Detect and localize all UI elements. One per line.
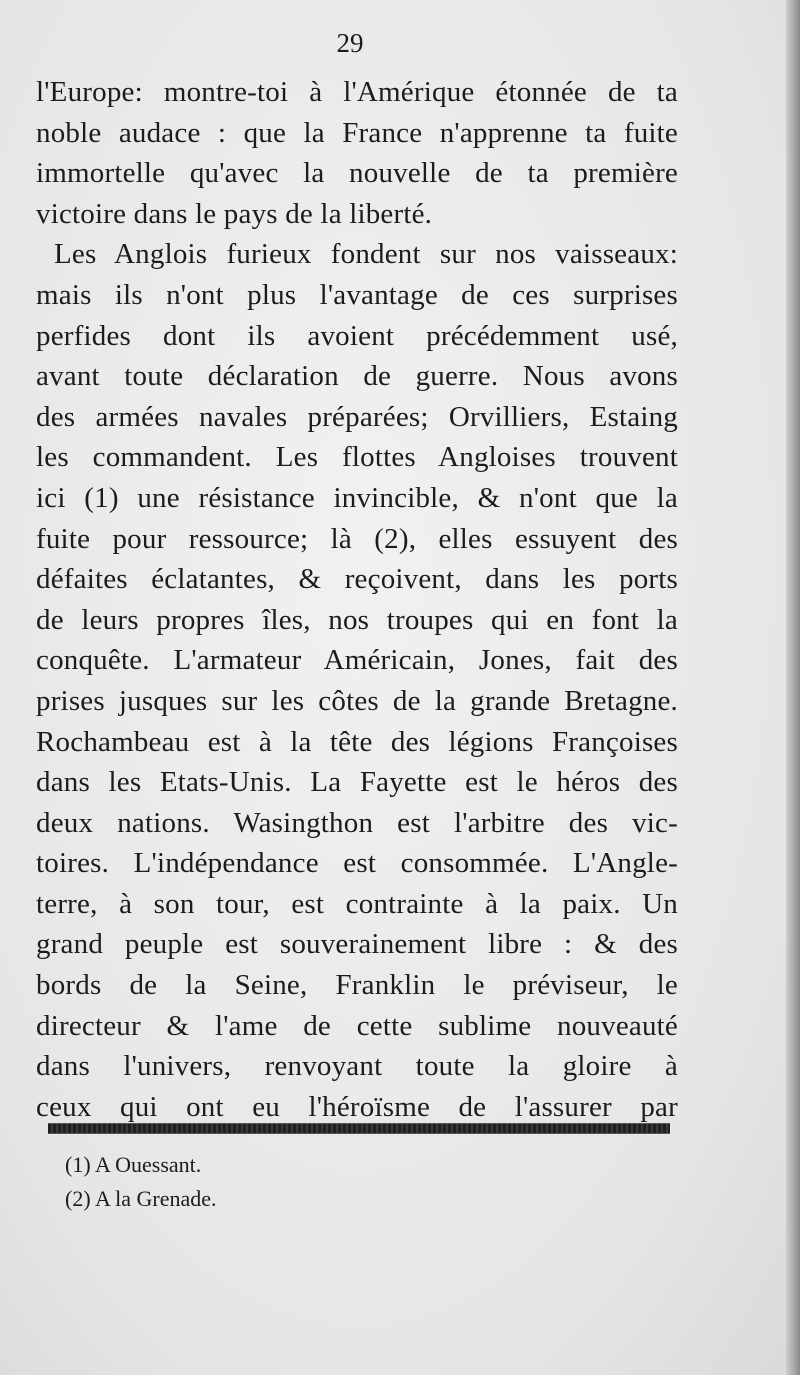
text-line: toires. L'indépendance est consommée. L'Angle- — [36, 847, 678, 880]
text-line: défaites éclatantes, & reçoivent, dans les ports — [36, 563, 678, 596]
text-line: ceux qui ont eu l'héroïsme de l'assurer par — [36, 1090, 678, 1123]
footnote-2: (2) A la Grenade. — [65, 1186, 217, 1211]
text-line: dans les Etats-Unis. La Fayette est le héros des — [36, 766, 678, 799]
body-text — [36, 72, 678, 1127]
text-line: terre, à son tour, est contrainte à la paix. Un — [36, 887, 678, 920]
text-line: directeur & l'ame de cette sublime nouveauté — [36, 1009, 678, 1042]
text-line: l'Europe: montre-toi à l'Amérique étonnée de ta — [36, 76, 678, 108]
text-line: ici (1) une résistance invincible, & n'ont que la — [36, 481, 678, 514]
text-line: mais ils n'ont plus l'avantage de ces surprises — [36, 278, 678, 311]
text-line: noble audace : que la France n'apprenne ta fuite — [36, 116, 678, 149]
text-line: Les Anglois furieux fondent sur nos vaisseaux: — [54, 238, 678, 271]
text-line: les commandent. Les flottes Angloises trouvent — [36, 441, 678, 474]
text-line: grand peuple est souverainement libre : & des — [36, 928, 678, 961]
text-line: deux nations. Wasingthon est l'arbitre des vic- — [36, 806, 678, 839]
footnotes — [65, 1148, 217, 1216]
text-line: bords de la Seine, Franklin le préviseur, le — [36, 969, 678, 1002]
text-line: dans l'univers, renvoyant toute la gloire à — [36, 1050, 678, 1083]
text-line: fuite pour ressource; là (2), elles essuyent des — [36, 522, 678, 555]
footnote-1: (1) A Ouessant. — [65, 1152, 202, 1177]
text-line: conquête. L'armateur Américain, Jones, fait des — [36, 644, 678, 677]
text-line: prises jusques sur les côtes de la grande Bretagne. — [36, 684, 678, 717]
text-line: avant toute déclaration de guerre. Nous avons — [36, 360, 678, 393]
page-edge-shadow — [786, 0, 800, 1375]
text-line: Rochambeau est à la tête des légions Françoises — [36, 725, 678, 758]
page-number: 29 — [336, 28, 364, 58]
text-line: de leurs propres îles, nos troupes qui en font la — [36, 603, 678, 636]
text-line: des armées navales préparées; Orvilliers, Estaing — [36, 400, 678, 433]
text-line: perfides dont ils avoient précédemment usé, — [36, 319, 678, 352]
text-line: victoire dans le pays de la liberté. — [36, 197, 433, 230]
text-line: immortelle qu'avec la nouvelle de ta première — [36, 157, 678, 190]
footnote-separator-rule — [48, 1123, 670, 1134]
